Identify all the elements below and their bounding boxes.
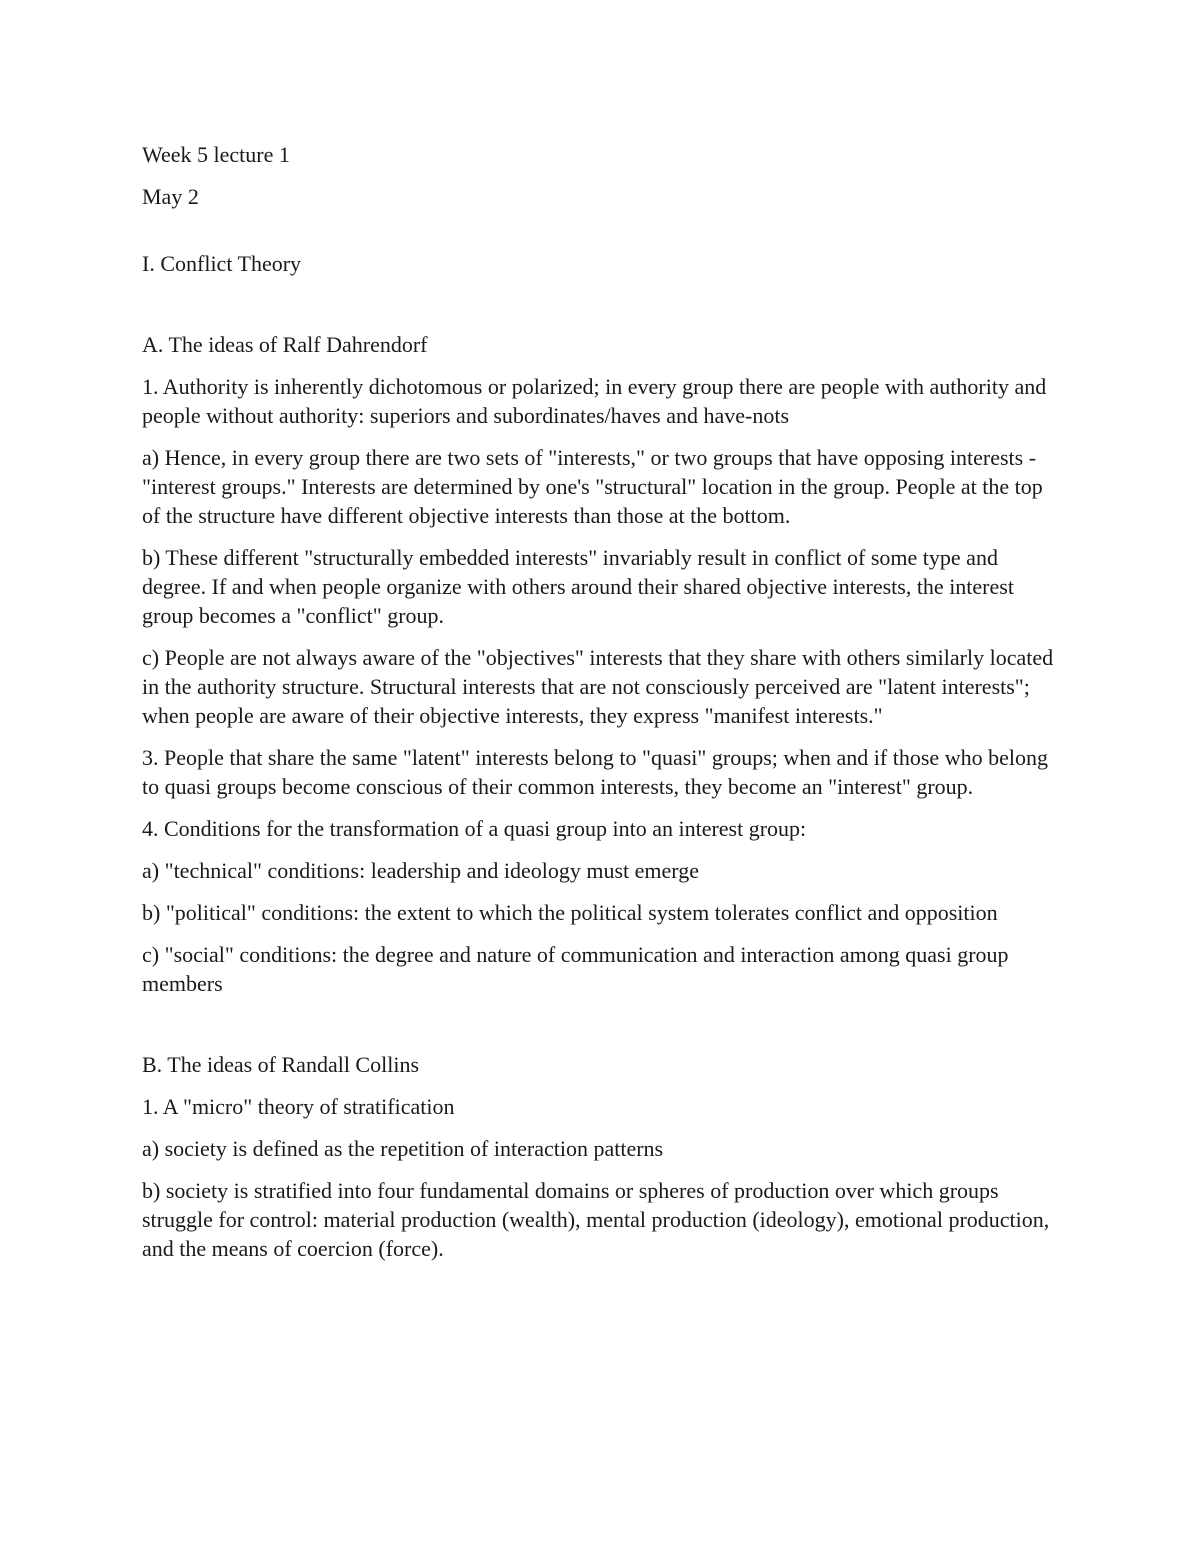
- section-a-item-4: 4. Conditions for the transformation of a quasi group into an interest group:: [142, 816, 807, 841]
- section-a-item-4a: a) "technical" conditions: leadership and ideology must emerge: [142, 858, 700, 883]
- section-b-heading: B. The ideas of Randall Collins: [142, 1052, 420, 1077]
- section-b-item-1: 1. A "micro" theory of stratification: [142, 1094, 455, 1119]
- section-a-heading: A. The ideas of Ralf Dahrendorf: [142, 332, 428, 357]
- section-a-item-1: 1. Authority is inherently dichotomous or polarized; in every group there are people with authority and people without authority: superiors and subordinates/haves and have-nots: [142, 374, 1047, 428]
- section-a-item-1a: a) Hence, in every group there are two sets of "interests," or two groups that have opposing interests - "interest groups." Interests are determined by one's "structural" location in the group. People at the top of the structure have different objective interests than those at the bottom.: [142, 445, 1043, 528]
- section-a-item-4b: b) "political" conditions: the extent to which the political system tolerates conflict and opposition: [142, 900, 998, 925]
- section-a-item-3: 3. People that share the same "latent" interests belong to "quasi" groups; when and if those who belong to quasi groups become conscious of their common interests, they become an "interest" group.: [142, 745, 1048, 799]
- header-date: May 2: [142, 184, 199, 209]
- section-title: I. Conflict Theory: [142, 251, 302, 276]
- section-a-item-1b: b) These different "structurally embedded interests" invariably result in conflict of some type and degree. If and when people organize with others around their shared objective interests, the interest group becomes a "conflict" group.: [142, 545, 1014, 628]
- section-b-item-1a: a) society is defined as the repetition of interaction patterns: [142, 1136, 664, 1161]
- header-week: Week 5 lecture 1: [142, 142, 290, 167]
- document-body: [142, 140, 1062, 1276]
- section-b-item-1b: b) society is stratified into four fundamental domains or spheres of production over which groups struggle for control: material production (wealth), mental production (ideology), emotional production, and the means of coercion (force).: [142, 1178, 1050, 1261]
- section-a-item-1c: c) People are not always aware of the "objectives" interests that they share with others similarly located in the authority structure. Structural interests that are not consciously perceived are "latent interests"; when people are aware of their objective interests, they express "manifest interests.": [142, 645, 1054, 728]
- section-a-item-4c: c) "social" conditions: the degree and nature of communication and interaction among quasi group members: [142, 942, 1009, 996]
